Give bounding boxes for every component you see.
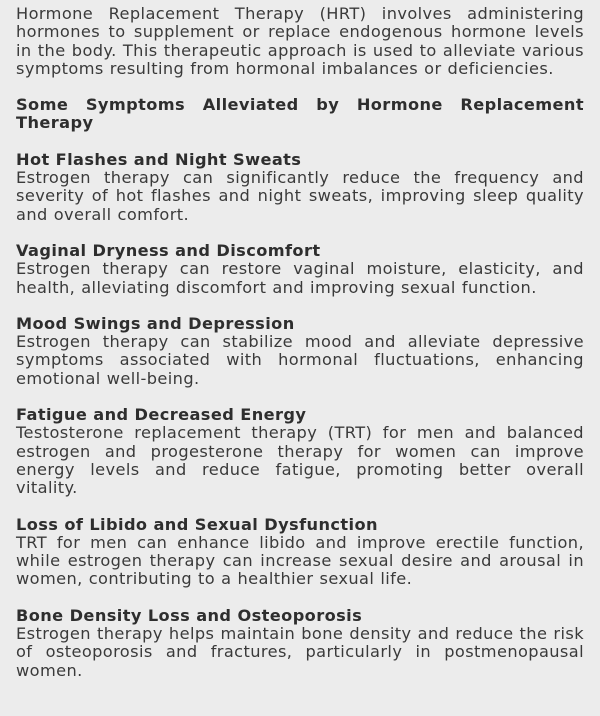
symptom-description: Estrogen therapy can restore vaginal moisture, elasticity, and health, alleviating discomfort and improving sexual function. [16,259,584,297]
symptom-description: Estrogen therapy helps maintain bone density and reduce the risk of osteoporosis and fractures, particularly in postmenopausal women. [16,624,584,680]
symptom-description: Estrogen therapy can stabilize mood and alleviate depressive symptoms associated with hormonal fluctuations, enhancing emotional well-being. [16,332,584,388]
symptom-item [16,151,584,224]
symptom-item [16,607,584,680]
intro-paragraph: Hormone Replacement Therapy (HRT) involves administering hormones to supplement or replace endogenous hormone levels in the body. This therapeutic approach is used to alleviate various symptoms resulting from hormonal imbalances or deficiencies. [16,4,584,78]
symptom-title: Vaginal Dryness and Discomfort [16,240,321,260]
symptom-title: Hot Flashes and Night Sweats [16,149,302,169]
symptom-item [16,406,584,497]
section-heading: Some Symptoms Alleviated by Hormone Replacement Therapy [16,95,584,133]
symptom-title: Loss of Libido and Sexual Dysfunction [16,514,378,534]
symptom-description: TRT for men can enhance libido and improve erectile function, while estrogen therapy can increase sexual desire and arousal in women, contributing to a healthier sexual life. [16,532,584,589]
symptom-description: Testosterone replacement therapy (TRT) for men and balanced estrogen and progesterone therapy for women can improve energy levels and reduce fatigue, promoting better overall vitality. [16,423,584,498]
symptom-item [16,242,584,297]
symptom-title: Bone Density Loss and Osteoporosis [16,605,363,625]
symptom-item [16,315,584,388]
symptom-title: Mood Swings and Depression [16,313,295,333]
symptom-item [16,516,584,589]
symptom-title: Fatigue and Decreased Energy [16,405,307,425]
symptom-description: Estrogen therapy can significantly reduce the frequency and severity of hot flashes and night sweats, improving sleep quality and overall comfort. [16,168,584,224]
